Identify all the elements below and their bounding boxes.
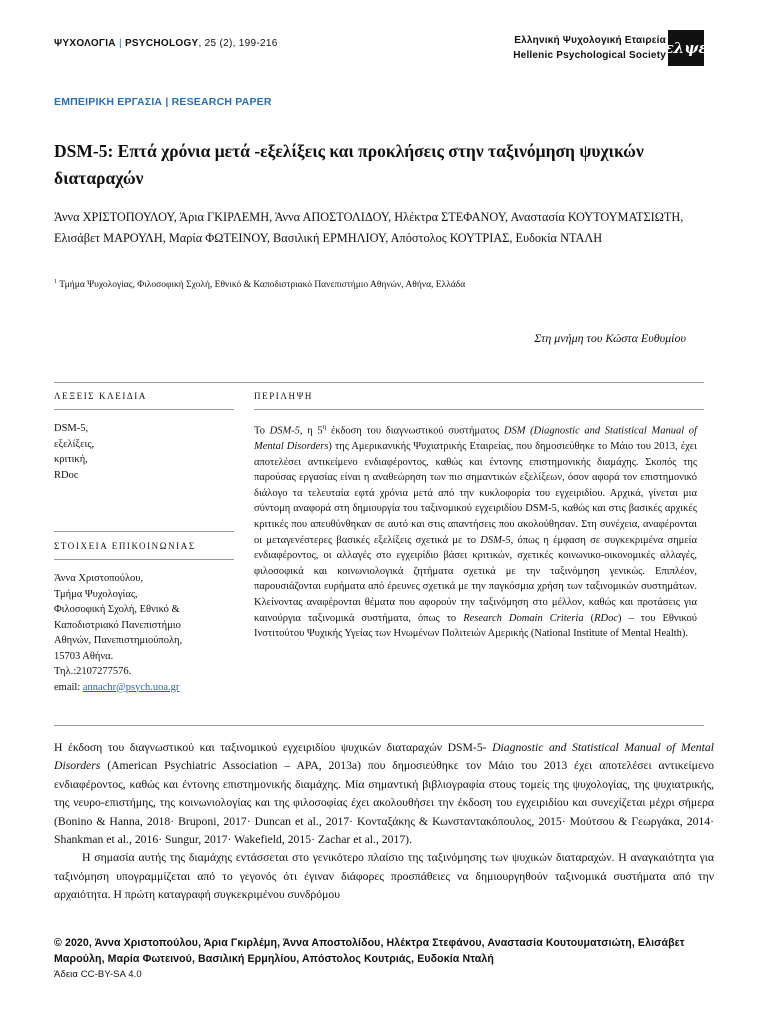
abstract-run: , η 5 — [299, 425, 323, 437]
body-text — [54, 739, 714, 905]
paper-title: DSM-5: Επτά χρόνια μετά -εξελίξεις και προκλήσεις στην ταξινόμηση ψυχικών διαταραχών — [54, 141, 644, 188]
keywords-list — [54, 421, 94, 483]
body-paragraph — [54, 739, 714, 849]
section-label — [54, 96, 272, 108]
divider-contact-top — [54, 531, 234, 532]
keyword-item: κριτική, — [54, 454, 88, 465]
contact-name: Άννα Χριστοπούλου, — [54, 573, 144, 584]
section-separator: | — [165, 96, 169, 108]
contact-university-2: Αθηνών, Πανεπιστημιούπολη, — [54, 635, 183, 646]
abstract-heading: ΠΕΡΙΛΗΨΗ — [254, 391, 313, 401]
abstract-italic: Research Domain Criteria — [463, 612, 584, 624]
license-text: Άδεια CC-BY-SA 4.0 — [54, 969, 142, 980]
journal-name-gr: ΨΥΧΟΛΟΓΙΑ — [54, 38, 116, 49]
abstract-sup: η — [322, 423, 327, 431]
contact-email-row — [54, 680, 234, 696]
society-name-gr: Ελληνική Ψυχολογική Εταιρεία — [514, 35, 666, 46]
copyright-footer — [54, 935, 724, 983]
society-name-en: Hellenic Psychological Society — [513, 50, 666, 61]
body-paragraph: Η σημασία αυτής της διαμάχης εντάσσεται στο γενικότερο πλαίσιο της ταξινόμησης των ψυχικών διαταραχών. Η αναγκαιότητα για ταξινόμηση υπογραμμίζεται από το γεγονός ότι έγιναν διάφορες προσπάθειες να δημιουργηθούν ταξινομικά συστήματα από την αρχαιότητα. Η πρώτη καταγραφή συγκεκριμένου συνδρόμου — [54, 851, 714, 902]
keywords-heading: ΛΕΞΕΙΣ ΚΛΕΙΔΙΑ — [54, 391, 147, 401]
section-label-gr: ΕΜΠΕΙΡΙΚΗ ΕΡΓΑΣΙΑ — [54, 96, 163, 108]
contact-phone: Τηλ.:2107277576. — [54, 666, 132, 677]
contact-university: Καποδιστριακό Πανεπιστήμιο — [54, 619, 181, 631]
author-list: Άννα ΧΡΙΣΤΟΠΟΥΛΟΥ, Άρια ΓΚΙΡΛΕΜΗ, Άννα ΑΠΟΣΤΟΛΙΔΟΥ, Ηλέκτρα ΣΤΕΦΑΝΟΥ, Αναστασία ΚΟΥΤΟΥΜΑΤΣΙΩΤΗ, Ελισάβετ ΜΑΡΟΥΛΗ, Μαρία ΦΩΤΕΙΝΟΥ, Βασιλική ΕΡΜΗΛΙΟΥ, Απόστολος ΚΟΥΤΡΙΑΣ, Ευδοκία ΝΤΑΛΗ — [54, 210, 684, 245]
divider-bottom — [54, 725, 704, 726]
journal-citation — [54, 38, 278, 49]
journal-separator: | — [118, 38, 122, 49]
journal-name-en: PSYCHOLOGY — [124, 38, 199, 49]
abstract-run: ) – του Εθνικού Ινστιτούτου Ψυχικής Υγείας των Ηνωμένων Πολιτειών Αμερικής (National Institute of Mental Health). — [254, 612, 697, 640]
contact-details — [54, 571, 234, 695]
contact-city: 15703 Αθήνα. — [54, 650, 114, 662]
society-name — [513, 33, 666, 63]
abstract-italic: DSM (Diagnostic and Statistical Manual of Mental Disorders — [254, 425, 697, 453]
keyword-item: εξελίξεις, — [54, 438, 95, 450]
contact-email-link[interactable]: annachr@psych.uoa.gr — [82, 681, 180, 693]
body-run: (American Psychiatric Association – APA, 2013a) που δημοσιεύθηκε τον Μάιο του 2013 έχει αποτελέσει αντικείμενο ενδιαφέροντος, καθώς και έντονης επιστημονικής διαμάχης. Μία σημαντική βιβλιογραφία στους τομείς της ψυχολογίας, της ψυχιατρικής, της νευρο-επιστήμης, της κοινωνιολογίας και της φιλοσοφίας έχει ακολουθήσει την έκδοση του εγχειριδίου και συνεχίζεται μέχρι σήμερα (Bonino & Hanna, 2018· Bruponi, 2017· Duncan et al., 2017· Κονταξάκης & Κωνσταντακόπουλος, 2015· Μούτσου & Γεωργάκα, 2014· Shankman et al., 2016· Sungur, 2017· Wakefield, 2015· Zachar et al., 2017). — [54, 759, 714, 847]
affiliation-text: Τμήμα Ψυχολογίας, Φιλοσοφική Σχολή, Εθνικό & Καποδιστριακό Πανεπιστήμιο Αθηνών, Αθήνα, Ελλάδα — [59, 280, 466, 291]
body-italic: Diagnostic and Statistical Manual of Mental Disorders — [54, 741, 714, 773]
abstract-run: ) της Αμερικανικής Ψυχιατρικής Εταιρείας, που δημοσιεύθηκε το Μάιο του 2013, έχει αποτελέσει αντικείμενο ενδιαφέροντος, καθώς και έντονης επιστημονικής διαμάχης. Σκοπός της παρούσας εργασίας είναι η αναθεώρηση των πιο σημαντικών εξελίξεων, όσον αφορά τον επιστημονικό διάλογο τα τελευταία εφτά χρόνια μετά από την κυκλοφορία του εγχειριδίου. Αρχικά, γίνεται μια σύντομη αναφορά στη δημιουργία του ταξινομικού εγχειριδίου DSM-5, καθώς και στις βασικές αρχικές κριτικές που απευθύνθηκαν σε αυτό και στις απαντήσεις που ακολούθησαν. Στη συνέχεια, αναφέρονται οι μεταγενέστερες βασικές εξελίξεις σχετικά με το — [254, 441, 697, 546]
abstract-run: έκδοση του διαγνωστικού συστήματος — [326, 425, 504, 437]
journal-volume: , 25 (2), 199-216 — [198, 38, 278, 49]
divider-abstract — [254, 409, 704, 410]
affiliation-mark: 1 — [54, 279, 57, 285]
abstract-italic: DSM-5 — [269, 425, 300, 437]
abstract-run: Το — [254, 425, 270, 437]
abstract-text — [254, 420, 697, 642]
dedication: Στη μνήμη του Κώστα Ευθυμίου — [534, 331, 686, 345]
body-run: Η έκδοση του διαγνωστικού και ταξινομικού εγχειριδίου ψυχικών διαταραχών DSM-5- — [54, 741, 493, 754]
affiliation — [54, 279, 714, 290]
divider-contact — [54, 559, 234, 560]
abstract-italic: DSM-5 — [480, 534, 511, 546]
divider-top — [54, 382, 704, 383]
abstract-italic: RDoc — [594, 612, 619, 624]
section-label-en: RESEARCH PAPER — [171, 96, 272, 108]
contact-faculty: Φιλοσοφική Σχολή, Εθνικό & — [54, 604, 180, 615]
contact-heading: ΣΤΟΙΧΕΙΑ ΕΠΙΚΟΙΝΩΝΙΑΣ — [54, 541, 196, 551]
keyword-item: DSM-5, — [54, 423, 89, 434]
society-logo: ελψε — [668, 30, 704, 66]
contact-dept: Τμήμα Ψυχολογίας, — [54, 588, 138, 600]
copyright-text: © 2020, Άννα Χριστοπούλου, Άρια Γκιρλέμη, Άννα Αποστολίδου, Ηλέκτρα Στεφάνου, Αναστασία Κουτουματσιώτη, Ελισάβετ Μαρούλη, Μαρία Φωτεινού, Βασιλική Ερμηλίου, Απόστολος Κουτριάς, Ευδοκία Νταλή — [54, 937, 685, 965]
contact-email-label: email: — [54, 681, 81, 693]
abstract-run: , όπως η έμφαση σε συγκεκριμένα σημεία ενδιαφέροντος, οι αλλαγές στο εγχειρίδιο βάσει κριτικών, σχετικές κοινωνικο-οικονομικές αλλαγές, φιλοσοφικά και κοινωνιολογικά ζητήματα σχετικά με την ταξινόμηση γενικώς. Επιπλέον, παρουσιάζονται ευρήματα από έρευνες σχετικά με την παγκόσμια χρήση των ταξινομικών συστημάτων. Κλείνοντας αναφέρονται θέματα που αφορούν την ταξινόμηση στο μέλλον, καθώς και προτάσεις για καινούργια ταξινομικά συστήματα, όπως το — [254, 534, 697, 624]
keyword-item: RDoc — [54, 469, 79, 481]
divider-keywords — [54, 409, 234, 410]
abstract-run: ( — [583, 612, 595, 624]
